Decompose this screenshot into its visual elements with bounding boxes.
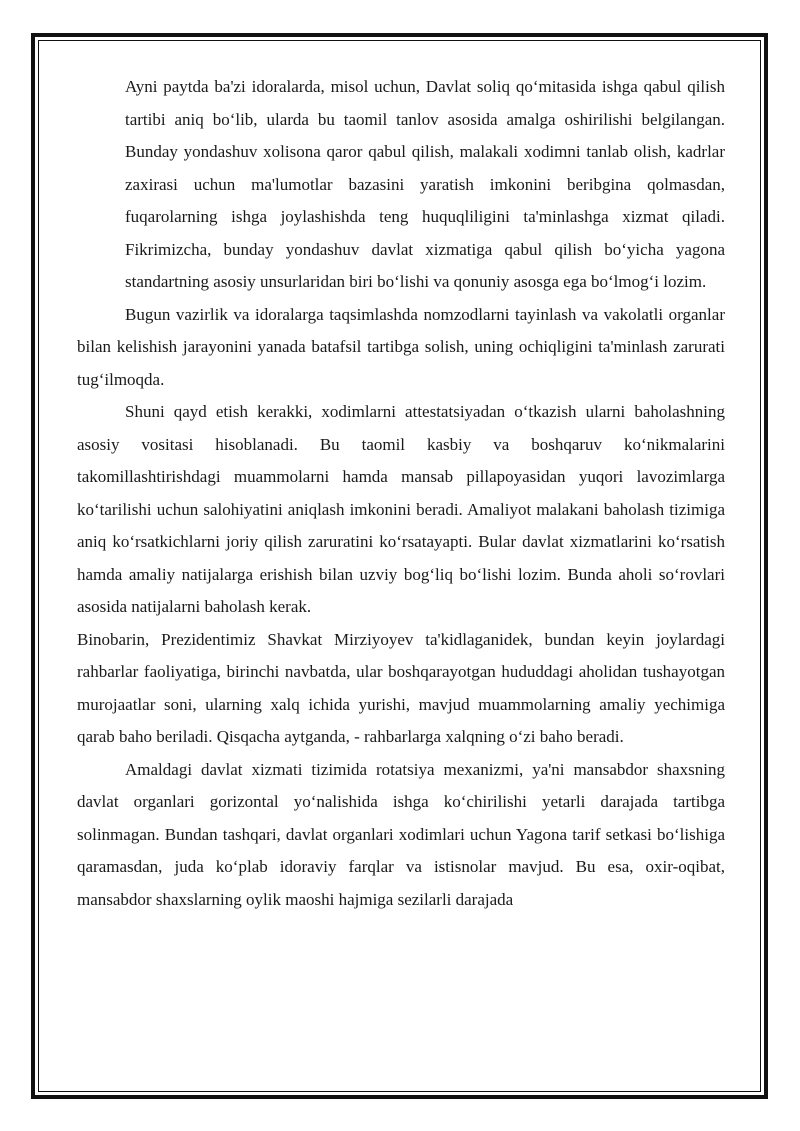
document-body <box>77 71 725 1051</box>
paragraph-5: Amaldagi davlat xizmati tizimida rotatsiya mexanizmi, ya'ni mansabdor shaxsning davlat organlari gorizontal yo‘nalishida ishga ko‘chirilishi yetarli darajada tartibga solinmagan. Bundan tashqari, davlat organlari xodimlari uchun Yagona tarif setkasi bo‘lishiga qaramasdan, juda ko‘plab idoraviy farqlar va istisnolar mavjud. Bu esa, oxir-oqibat, mansabdor shaxslarning oylik maoshi hajmiga sezilarli darajada <box>77 759 725 909</box>
paragraph-2: Bugun vazirlik va idoralarga taqsimlashda nomzodlarni tayinlash va vakolatli organlar bilan kelishish jarayonini yanada batafsil tartibga solish, uning ochiqligini ta'minlash zarurati tug‘ilmoqda. <box>77 304 725 389</box>
paragraph-3: Shuni qayd etish kerakki, xodimlarni attestatsiyadan o‘tkazish ularni baholashning asosiy vositasi hisoblanadi. Bu taomil kasbiy va boshqaruv ko‘nikmalarini takomillashtirishdagi muammolarni hamda mansab pillapoyasidan yuqori lavozimlarga ko‘tarilishi uchun salohiyatini aniqlash imkonini beradi. Amaliyot malakani baholash tizimiga aniq ko‘rsatkichlarni joriy qilish zaruratini ko‘rsatayapti. Bular davlat xizmatlarini ko‘rsatish hamda amaliy natijalarga erishish bilan uzviy bog‘liq bo‘lishi lozim. Bunda aholi so‘rovlari asosida natijalarni baholash kerak. <box>77 402 725 616</box>
paragraph-1: Ayni paytda ba'zi idoralarda, misol uchun, Davlat soliq qo‘mitasida ishga qabul qilish tartibi aniq bo‘lib, ularda bu taomil tanlov asosida amalga oshirilishi belgilangan. Bunday yondashuv xolisona qaror qabul qilish, malakali xodimni tanlab olish, kadrlar zaxirasi uchun ma'lumotlar bazasini yaratish imkonini beribgina qolmasdan, fuqarolarning ishga joylashishda teng huquqliligini ta'minlashga xizmat qiladi. Fikrimizcha, bunday yondashuv davlat xizmatiga qabul qilish bo‘yicha yagona standartning asosiy unsurlaridan biri bo‘lishi va qonuniy asosga ega bo‘lmog‘i lozim. <box>125 77 725 291</box>
paragraph-4: Binobarin, Prezidentimiz Shavkat Mirziyoyev ta'kidlaganidek, bundan keyin joylardagi rahbarlar faoliyatiga, birinchi navbatda, ular boshqarayotgan hududdagi aholidan tushayotgan murojaatlar soni, ularning xalq ichida yurishi, mavjud muammolarning amaliy yechimiga qarab baho beriladi. Qisqacha aytganda, - rahbarlarga xalqning o‘zi baho beradi. <box>77 629 725 746</box>
